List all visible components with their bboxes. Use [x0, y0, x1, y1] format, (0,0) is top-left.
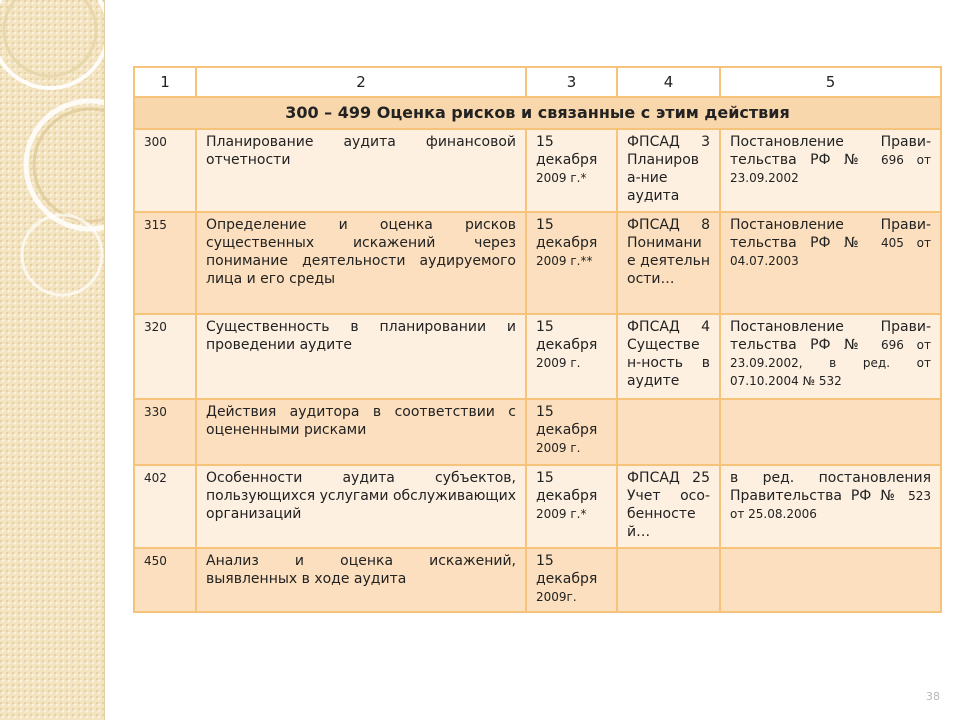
table-row: [134, 465, 941, 548]
column-header: 1: [134, 67, 196, 97]
fpsad-reference: [617, 399, 720, 465]
section-header-row: [134, 97, 941, 129]
column-header: 5: [720, 67, 941, 97]
standard-code: 330: [134, 399, 196, 465]
regulation-reference: [720, 399, 941, 465]
column-number-row: [134, 67, 941, 97]
table-row: [134, 212, 941, 314]
fpsad-reference: ФПСАД 25 Учет осо-бенносте й…: [617, 465, 720, 548]
table-row: [134, 129, 941, 212]
standard-title: Планирование аудита финансовой отчетности: [196, 129, 526, 212]
decorative-rings-graphic: [0, 0, 104, 720]
regulation-reference: Постановление Прави-тельства РФ № 405 от 04.07.2003: [720, 212, 941, 314]
section-title: 300 – 499 Оценка рисков и связанные с этим действия: [134, 97, 941, 129]
effective-date: 15 декабря 2009 г.*: [526, 129, 617, 212]
standard-code: 315: [134, 212, 196, 314]
fpsad-reference: ФПСАД 8 Понимани е деятельн ости…: [617, 212, 720, 314]
effective-date: 15 декабря 2009 г.**: [526, 212, 617, 314]
effective-date: 15 декабря 2009 г.: [526, 314, 617, 399]
fpsad-reference: ФПСАД 4 Существе н-ность в аудите: [617, 314, 720, 399]
standard-code: 320: [134, 314, 196, 399]
standard-title: Определение и оценка рисков существенных искажений через понимание деятельности аудируемого лица и его среды: [196, 212, 526, 314]
standard-title: Существенность в планировании и проведении аудите: [196, 314, 526, 399]
standard-code: 450: [134, 548, 196, 612]
effective-date: 15 декабря 2009 г.: [526, 399, 617, 465]
regulation-reference: в ред. постановления Правительства РФ № 523 от 25.08.2006: [720, 465, 941, 548]
column-header: 2: [196, 67, 526, 97]
fpsad-reference: ФПСАД 3 Планиров а-ние аудита: [617, 129, 720, 212]
standard-code: 402: [134, 465, 196, 548]
column-header: 4: [617, 67, 720, 97]
regulation-reference: Постановление Прави-тельства РФ № 696 от 23.09.2002, в ред. от 07.10.2004 № 532: [720, 314, 941, 399]
standard-title: Особенности аудита субъектов, пользующихся услугами обслуживающих организаций: [196, 465, 526, 548]
standard-code: 300: [134, 129, 196, 212]
standard-title: Действия аудитора в соответствии с оцененными рисками: [196, 399, 526, 465]
effective-date: 15 декабря 2009г.: [526, 548, 617, 612]
audit-standards-table: [133, 66, 942, 613]
regulation-reference: [720, 548, 941, 612]
table-row: [134, 548, 941, 612]
table-row: [134, 399, 941, 465]
page-number: 38: [926, 690, 940, 703]
column-header: 3: [526, 67, 617, 97]
fpsad-reference: [617, 548, 720, 612]
standard-title: Анализ и оценка искажений, выявленных в ходе аудита: [196, 548, 526, 612]
regulation-reference: Постановление Прави-тельства РФ № 696 от 23.09.2002: [720, 129, 941, 212]
table-row: [134, 314, 941, 399]
decorative-side-panel: [0, 0, 105, 720]
effective-date: 15 декабря 2009 г.*: [526, 465, 617, 548]
